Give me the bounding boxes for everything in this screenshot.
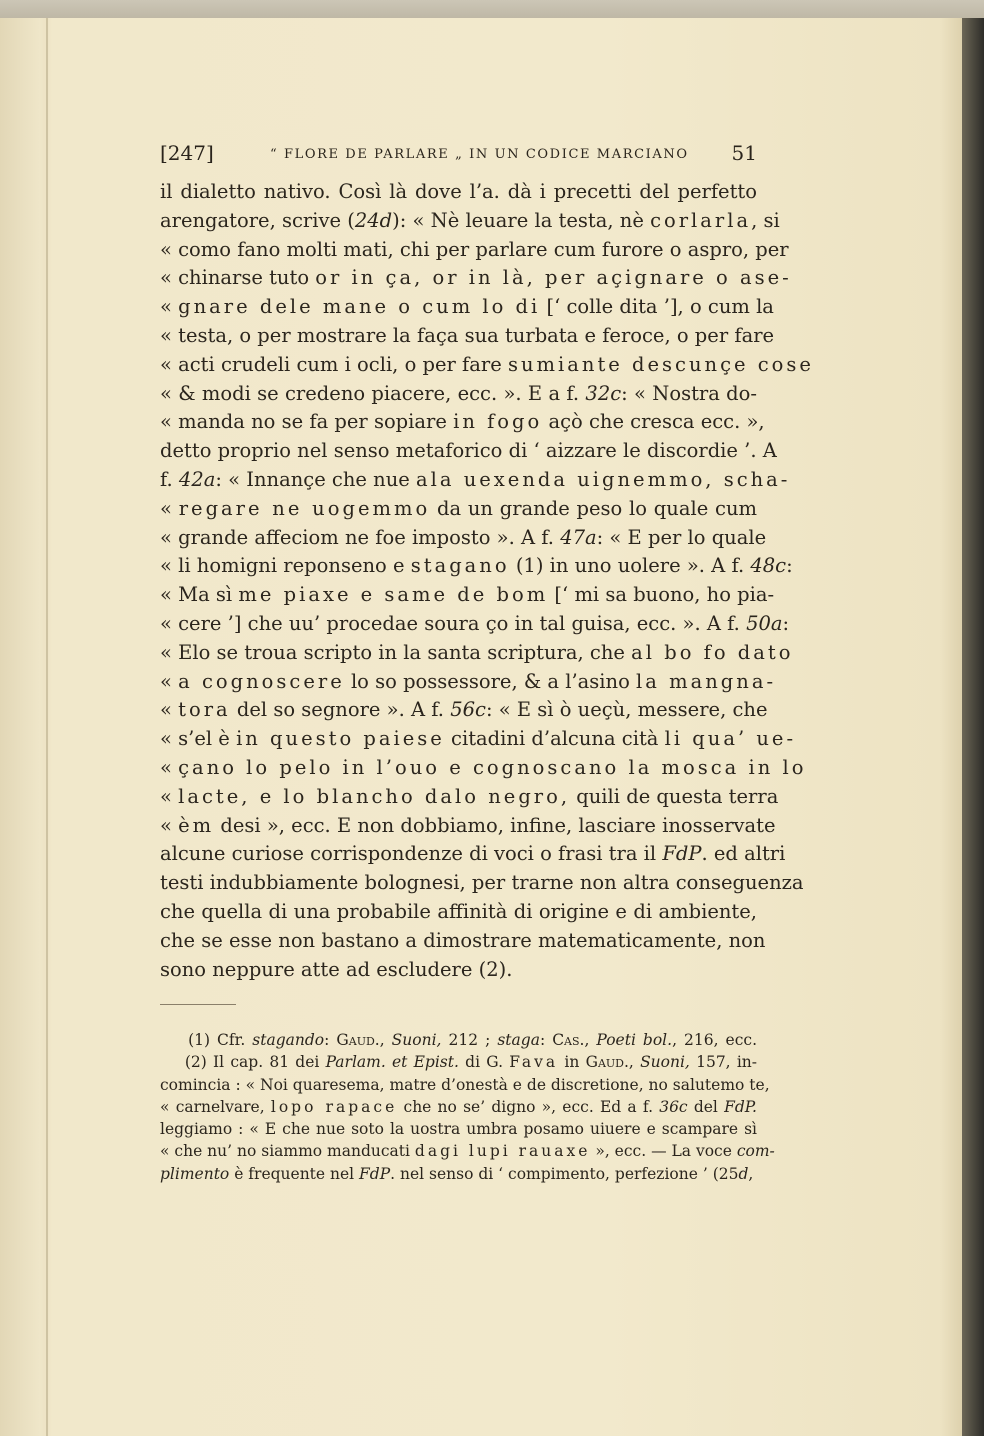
text-line <box>160 380 757 409</box>
text-line <box>160 408 765 437</box>
text-segment: da un grande peso lo quale cum <box>430 496 757 520</box>
text-segment: [‘ colle dita ’], o cum la <box>540 295 774 319</box>
text-segment: plimento <box>160 1164 230 1183</box>
text-segment: açò che cresca ecc. », <box>542 410 765 434</box>
text-segment: , <box>628 1053 641 1072</box>
text-segment: 36c <box>659 1097 688 1116</box>
text-segment: « che nu’ no siammo manducati <box>160 1142 415 1161</box>
section-reference: [247] <box>160 141 214 165</box>
text-segment: 48c <box>750 554 787 578</box>
text-segment: 24d <box>354 208 393 232</box>
text-segment: in fogo <box>453 410 543 434</box>
text-segment: « <box>160 669 179 693</box>
text-segment: il dialetto nativo. Così là dove l’a. dà i precetti del perfetto <box>160 180 757 203</box>
text-segment: : « E per lo quale <box>596 525 767 549</box>
text-segment: (1) Cfr. <box>160 1031 253 1049</box>
text-segment: in questo paiese <box>236 727 445 751</box>
text-segment: sumiante descunçe cose <box>507 352 814 376</box>
text-segment: tora <box>178 698 231 722</box>
text-segment: « grande affeciom ne foe imposto ». A f. <box>160 525 561 549</box>
text-segment: « <box>160 813 179 837</box>
text-segment: Gaud. <box>585 1053 629 1072</box>
text-line <box>160 840 786 869</box>
footnote-line <box>160 1096 757 1118</box>
text-line <box>160 956 757 985</box>
text-segment: 212 ; <box>441 1031 498 1049</box>
text-segment: : « Nostra do- <box>621 381 757 405</box>
scan-top-border <box>0 0 984 20</box>
text-line <box>160 783 779 812</box>
text-segment: detto proprio nel senso metaforico di ‘ aizzare le discordie ’. A <box>160 439 777 463</box>
footnotes <box>160 1029 775 1185</box>
text-line <box>160 869 804 898</box>
text-segment: , si <box>751 208 780 232</box>
text-line <box>160 927 766 956</box>
text-segment: « manda no se fa per sopiare <box>160 410 454 434</box>
text-segment: ): « Nè leuare la testa, nè <box>392 208 651 232</box>
text-segment: « <box>160 698 179 722</box>
page-gutter-fold <box>46 18 48 1436</box>
text-line <box>160 351 814 380</box>
text-segment: : <box>786 554 793 578</box>
text-segment: stagano <box>410 554 510 578</box>
text-segment: 56c <box>450 698 486 722</box>
text-segment: 42a <box>178 467 216 491</box>
running-header <box>160 141 757 169</box>
text-segment: al bo fo dato <box>631 640 794 664</box>
text-segment: in <box>558 1053 586 1072</box>
text-line <box>160 524 767 553</box>
text-segment: : « E sì ò ueçù, messere, che <box>485 698 768 722</box>
text-line <box>160 495 757 524</box>
text-segment: Cas. <box>552 1031 585 1049</box>
footnote-line <box>160 1074 770 1096</box>
text-line <box>160 725 797 754</box>
text-segment: 32c <box>585 381 622 405</box>
text-segment: dagi lupi rauaxe <box>414 1142 591 1161</box>
text-segment: : <box>324 1031 337 1049</box>
body-text <box>160 178 814 984</box>
text-segment: testi indubbiamente bolognesi, per trarne non altra conseguenza <box>160 871 804 895</box>
text-line <box>160 639 794 668</box>
text-segment: che se esse non bastano a dimostrare matematicamente, non <box>160 928 766 952</box>
text-line <box>160 754 807 783</box>
text-segment: gnare dele mane o cum lo di <box>178 295 541 319</box>
text-segment: , <box>379 1031 392 1049</box>
text-line <box>160 207 780 236</box>
text-segment: 157, in- <box>689 1053 758 1072</box>
running-title: “ FLORE DE PARLARE „ IN UN CODICE MARCIANO <box>270 147 689 162</box>
text-line <box>160 812 776 841</box>
text-segment: . ed altri <box>701 842 786 866</box>
text-segment: a cognoscere <box>178 669 345 693</box>
text-segment: Gaud. <box>336 1031 380 1049</box>
text-segment: di G. <box>458 1053 510 1072</box>
text-segment: », ecc. — La voce <box>590 1142 737 1161</box>
text-segment: che quella di una probabile affinità di origine e di ambiente, <box>160 899 757 923</box>
text-segment: , <box>584 1031 597 1049</box>
text-segment: Fava <box>509 1053 559 1072</box>
text-line <box>160 322 775 351</box>
text-segment: « & modi se credeno piacere, ecc. ». E a f. <box>160 381 586 405</box>
text-segment: del so segnore ». A f. <box>230 698 451 722</box>
text-segment: Parlam. et Epist. <box>325 1053 459 1072</box>
text-segment: « chinarse tuto <box>160 266 316 290</box>
text-segment: « testa, o per mostrare la faça sua turbata e feroce, o per fare <box>160 323 775 347</box>
text-segment: lo so possessore, & a l’asino <box>344 669 637 693</box>
text-line <box>160 236 789 265</box>
text-segment: FdP. <box>724 1097 757 1116</box>
text-segment: FdP <box>359 1164 391 1183</box>
text-segment: citadini d’alcuna cità <box>444 727 665 751</box>
text-segment: 47a <box>560 525 597 549</box>
text-segment: alcune curiose corrispondenze di voci o frasi tra il <box>160 842 663 866</box>
text-segment: Poeti bol. <box>596 1031 673 1049</box>
text-segment: « <box>160 496 179 520</box>
footnote-line <box>160 1118 757 1140</box>
text-line <box>160 581 775 610</box>
text-segment: desi », ecc. E non dobbiamo, infine, lasciare inosservate <box>214 813 776 837</box>
text-segment: « <box>160 784 179 808</box>
page-number: 51 <box>731 141 757 165</box>
text-line <box>160 264 792 293</box>
text-segment: . nel senso di ‘ compimento, perfezione ’ (25 <box>390 1164 739 1183</box>
text-segment: comincia : « Noi quaresema, matre d’onestà e de discretione, no salutemo te, <box>160 1075 770 1094</box>
text-segment: Suoni, <box>391 1031 442 1049</box>
text-segment: lopo rapace <box>270 1097 398 1116</box>
text-segment: sono neppure atte ad escludere (2). <box>160 957 513 981</box>
text-segment: stagando <box>252 1031 325 1049</box>
text-segment: or in ça, or in là, per açignare o ase- <box>315 266 792 290</box>
text-segment: la mangna- <box>636 669 777 693</box>
footnote-separator <box>160 1004 236 1005</box>
text-segment: : <box>539 1031 553 1049</box>
text-line <box>160 466 791 495</box>
text-segment: ala uexenda uignemmo, scha- <box>416 467 791 491</box>
text-segment: com- <box>736 1142 775 1161</box>
text-segment: regare ne uogemmo <box>178 496 431 520</box>
text-segment: « acti crudeli cum i ocli, o per fare <box>160 352 508 376</box>
scan-right-edge <box>962 18 984 1436</box>
footnote-line <box>160 1029 757 1051</box>
text-segment: che no se’ digno », ecc. Ed a f. <box>397 1097 660 1116</box>
text-line <box>160 293 774 322</box>
text-segment: (2) Il cap. 81 dei <box>160 1053 326 1072</box>
text-line <box>160 437 777 466</box>
text-segment: Suoni, <box>640 1053 690 1072</box>
text-segment: « s’el è <box>160 727 237 751</box>
text-segment: del <box>687 1097 725 1116</box>
text-segment: « carnelvare, <box>160 1097 271 1116</box>
text-line <box>160 610 790 639</box>
text-segment: « <box>160 295 179 319</box>
text-segment: « Elo se troua scripto in la santa scriptura, che <box>160 640 632 664</box>
footnote-line <box>160 1051 757 1073</box>
footnote-line <box>160 1163 757 1185</box>
text-segment: « como fano molti mati, chi per parlare cum furore o aspro, per <box>160 237 789 261</box>
text-segment: d <box>738 1164 749 1183</box>
text-segment: quili de questa terra <box>570 784 779 808</box>
text-line <box>160 668 777 697</box>
text-segment: « li homigni reponseno e <box>160 554 411 578</box>
text-segment: , 216, ecc. <box>672 1031 758 1049</box>
footnote-line <box>160 1140 775 1162</box>
text-segment: staga <box>497 1031 540 1049</box>
text-segment: leggiamo : « E che nue soto la uostra umbra posamo uiuere e scampare sì <box>160 1120 757 1139</box>
text-segment: me piaxe e same de bom <box>238 583 549 607</box>
text-segment: corlarla <box>650 208 752 232</box>
text-segment: arengatore, scrive ( <box>160 208 355 232</box>
text-segment: FdP <box>662 842 702 866</box>
text-segment: è frequente nel <box>229 1164 360 1183</box>
text-segment: f. <box>160 467 179 491</box>
text-segment: « cere ’] che uu’ procedae soura ço in tal guisa, ecc. ». A f. <box>160 611 747 635</box>
text-line <box>160 552 793 581</box>
text-line <box>160 696 768 725</box>
text-segment: « Ma sì <box>160 583 239 607</box>
text-segment: çano lo pelo in l’ouo e cognoscano la mosca in lo <box>178 755 807 779</box>
text-segment: (1) in uno uolere ». A f. <box>509 554 751 578</box>
text-segment: èm <box>178 813 215 837</box>
text-segment: [‘ mi sa buono, ho pia- <box>548 583 775 607</box>
text-line <box>160 178 757 207</box>
text-line <box>160 898 757 927</box>
text-segment: « <box>160 755 179 779</box>
text-segment: 50a <box>746 611 783 635</box>
text-segment: : « Innançe che nue <box>215 467 417 491</box>
text-segment: : <box>782 611 790 635</box>
text-segment: li qua’ ue- <box>664 727 797 751</box>
text-segment: , <box>748 1164 754 1183</box>
text-segment: lacte, e lo blancho dalo negro, <box>178 784 571 808</box>
